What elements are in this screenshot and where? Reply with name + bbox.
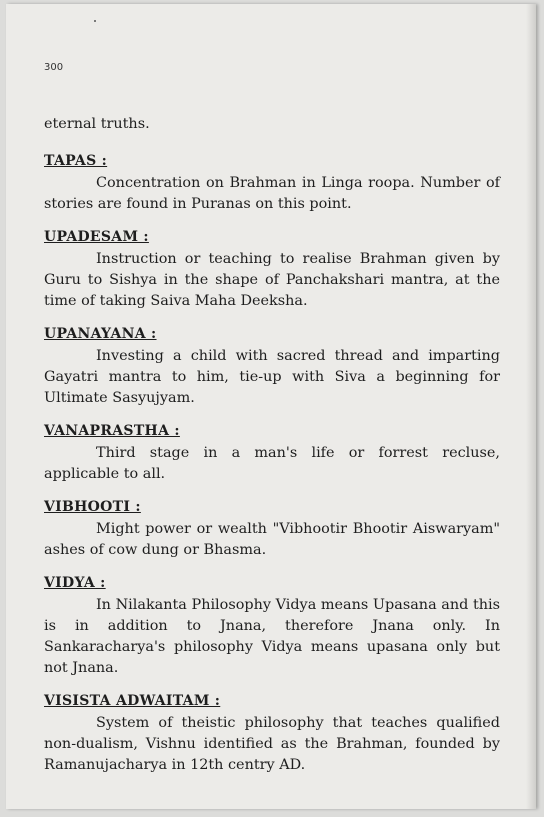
glossary-entry-vibhooti — [44, 497, 500, 561]
glossary-term: VIBHOOTI : — [44, 499, 141, 515]
glossary-term: VANAPRASTHA : — [44, 423, 180, 439]
glossary-definition: System of theistic philosophy that teaches qualified non-dualism, Vishnu identified as the Brahman, founded by Ramanujacharya in 12th centry AD. — [44, 715, 500, 773]
glossary-term: VIDYA : — [44, 575, 106, 591]
glossary-term: UPADESAM : — [44, 229, 149, 245]
glossary-term: VISISTA ADWAITAM : — [44, 693, 221, 709]
print-speck — [94, 20, 96, 22]
glossary-definition: In Nilakanta Philosophy Vidya means Upasana and this is in addition to Jnana, therefore Jnana only. In Sankaracharya's philosophy Vidya means upasana only but not Jnana. — [44, 597, 500, 676]
glossary-definition: Concentration on Brahman in Linga roopa. Number of stories are found in Puranas on this point. — [44, 175, 500, 212]
glossary-content — [44, 114, 500, 788]
glossary-definition: Third stage in a man's life or forrest recluse, applicable to all. — [44, 445, 500, 482]
glossary-definition: Instruction or teaching to realise Brahman given by Guru to Sishya in the shape of Panchakshari mantra, at the time of taking Saiva Maha Deeksha. — [44, 251, 500, 309]
glossary-entry-vanaprastha — [44, 421, 500, 485]
continued-text: eternal truths. — [44, 116, 150, 132]
glossary-entry-vidya — [44, 573, 500, 679]
glossary-entry-upanayana — [44, 324, 500, 409]
glossary-definition: Might power or wealth "Vibhootir Bhootir Aiswaryam" ashes of cow dung or Bhasma. — [44, 521, 500, 558]
page-number: 300 — [44, 62, 64, 73]
page-edge-shadow — [526, 4, 536, 809]
glossary-term: TAPAS : — [44, 153, 108, 169]
glossary-entry-upadesam — [44, 227, 500, 312]
glossary-definition: Investing a child with sacred thread and imparting Gayatri mantra to him, tie-up with Siva a beginning for Ultimate Sasyujyam. — [44, 348, 500, 406]
glossary-entry-tapas — [44, 151, 500, 215]
glossary-term: UPANAYANA : — [44, 326, 157, 342]
glossary-entry-visista-adwaitam — [44, 691, 500, 776]
book-page — [6, 4, 536, 809]
